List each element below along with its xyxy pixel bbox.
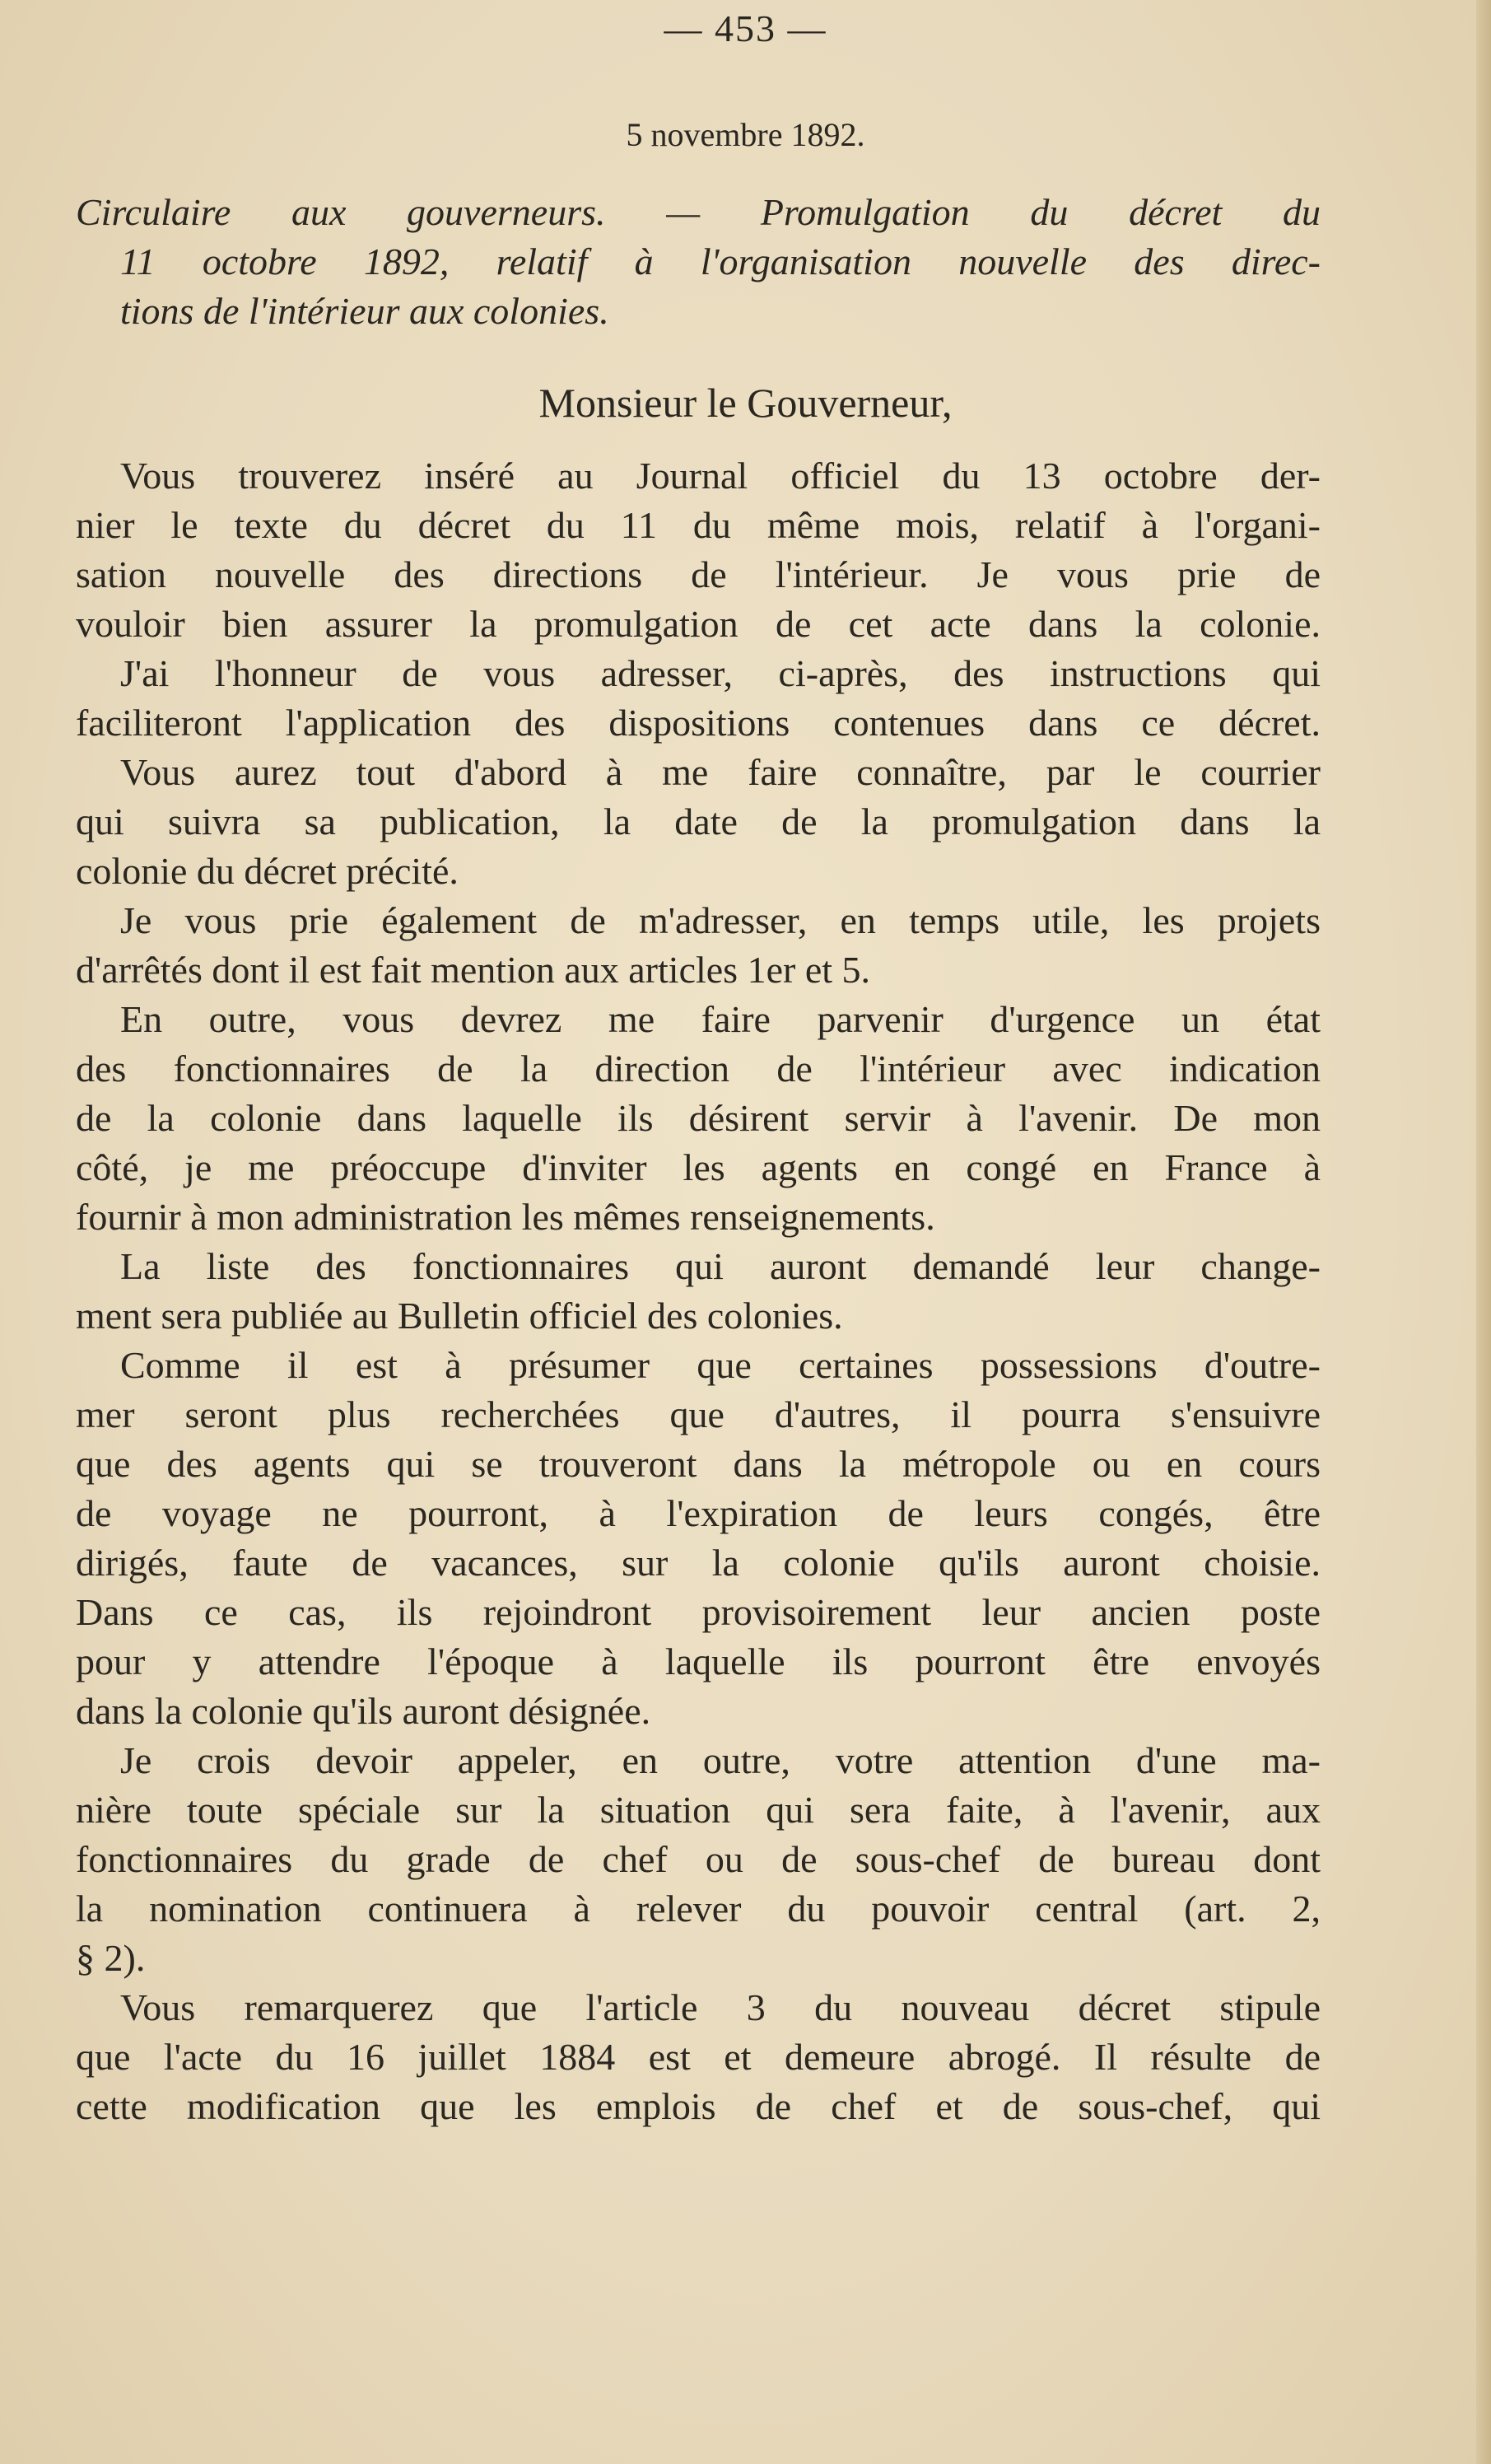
body-line: colonie du décret précité.: [76, 850, 459, 892]
date-line: 5 novembre 1892.: [626, 116, 865, 153]
body-line: vouloir bien assurer la promulgation de cet acte dans la colonie.: [76, 603, 1321, 645]
body-line: nier le texte du décret du 11 du même mois, relatif à l'organi-: [76, 504, 1321, 546]
heading-line: Circulaire aux gouverneurs. — Promulgation du décret du: [76, 191, 1321, 233]
page-number: — 453 —: [664, 7, 827, 49]
body-line: d'arrêtés dont il est fait mention aux articles 1er et 5.: [76, 949, 871, 991]
body-line: de la colonie dans laquelle ils désirent servir à l'avenir. De mon: [76, 1097, 1321, 1139]
body-line: dans la colonie qu'ils auront désignée.: [76, 1690, 651, 1732]
body-line: que l'acte du 16 juillet 1884 est et demeure abrogé. Il résulte de: [76, 2036, 1321, 2078]
body-line: Dans ce cas, ils rejoindront provisoirement leur ancien poste: [76, 1591, 1321, 1633]
body-line: la nomination continuera à relever du pouvoir central (art. 2,: [76, 1888, 1321, 1930]
body-line: côté, je me préoccupe d'inviter les agents en congé en France à: [76, 1146, 1321, 1188]
body-line: fournir à mon administration les mêmes renseignements.: [76, 1196, 935, 1238]
page-edge: [1476, 0, 1491, 2464]
body-line: En outre, vous devrez me faire parvenir d'urgence un état: [120, 998, 1321, 1040]
body-line: Vous remarquerez que l'article 3 du nouveau décret stipule: [120, 1986, 1321, 2028]
body-line: dirigés, faute de vacances, sur la colonie qu'ils auront choisie.: [76, 1542, 1321, 1584]
body-line: § 2).: [76, 1937, 146, 1979]
body-line: cette modification que les emplois de chef et de sous-chef, qui: [76, 2085, 1321, 2127]
body-line: pour y attendre l'époque à laquelle ils pourront être envoyés: [76, 1640, 1321, 1682]
body-line: Vous aurez tout d'abord à me faire connaître, par le courrier: [120, 751, 1321, 793]
heading-line: 11 octobre 1892, relatif à l'organisation nouvelle des direc-: [120, 240, 1321, 282]
body-line: nière toute spéciale sur la situation qui sera faite, à l'avenir, aux: [76, 1789, 1321, 1831]
body-line: Je vous prie également de m'adresser, en temps utile, les projets: [120, 899, 1321, 941]
body-line: sation nouvelle des directions de l'intérieur. Je vous prie de: [76, 553, 1321, 595]
body-line: La liste des fonctionnaires qui auront demandé leur change-: [120, 1245, 1321, 1287]
body-line: faciliteront l'application des dispositions contenues dans ce décret.: [76, 702, 1321, 744]
heading-line: tions de l'intérieur aux colonies.: [120, 290, 609, 332]
body-line: fonctionnaires du grade de chef ou de sous-chef de bureau dont: [76, 1838, 1321, 1880]
body-line: que des agents qui se trouveront dans la métropole ou en cours: [76, 1443, 1321, 1485]
body-line: qui suivra sa publication, la date de la promulgation dans la: [76, 800, 1321, 842]
body-line: Vous trouverez inséré au Journal officiel du 13 octobre der-: [120, 455, 1321, 497]
body-line: Je crois devoir appeler, en outre, votre attention d'une ma-: [120, 1739, 1321, 1781]
body-line: mer seront plus recherchées que d'autres, il pourra s'ensuivre: [76, 1393, 1321, 1435]
body-line: de voyage ne pourront, à l'expiration de leurs congés, être: [76, 1492, 1321, 1534]
body-line: J'ai l'honneur de vous adresser, ci-après, des instructions qui: [120, 652, 1321, 694]
body-line: ment sera publiée au Bulletin officiel des colonies.: [76, 1295, 843, 1337]
body-line: des fonctionnaires de la direction de l'intérieur avec indication: [76, 1048, 1321, 1090]
salutation: Monsieur le Gouverneur,: [538, 380, 953, 426]
body-line: Comme il est à présumer que certaines possessions d'outre-: [120, 1344, 1321, 1386]
